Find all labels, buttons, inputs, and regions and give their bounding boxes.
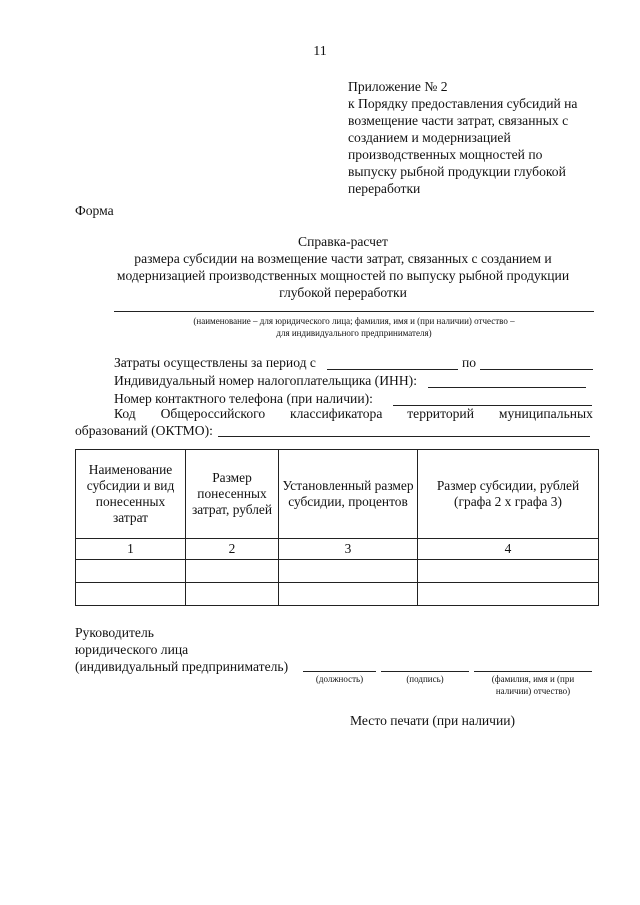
header-cell-costs: Размер понесенных затрат, рублей <box>186 450 279 539</box>
page-number: 11 <box>313 44 327 59</box>
column-number: 4 <box>418 539 599 560</box>
appendix-line: выпуску рыбной продукции глубокой <box>348 164 566 179</box>
hint-line: наличии) отчество) <box>495 686 571 696</box>
organization-name-line[interactable] <box>114 311 594 312</box>
sign-field[interactable] <box>381 671 469 672</box>
appendix-line: Приложение № 2 <box>348 79 448 94</box>
column-number: 3 <box>279 539 418 560</box>
oktmo-word: территорий <box>407 406 474 421</box>
sign-hint: (подпись) <box>406 674 444 684</box>
inn-field[interactable] <box>428 387 586 388</box>
oktmo-label-line1 <box>114 405 593 422</box>
phone-label: Номер контактного телефона (при наличии): <box>114 391 373 406</box>
hint-line: (фамилия, имя и (при <box>491 674 575 684</box>
full-name-field[interactable] <box>474 671 592 672</box>
table-cell[interactable] <box>186 560 279 583</box>
appendix-heading <box>348 78 610 197</box>
table-cell[interactable] <box>279 583 418 606</box>
appendix-line: переработки <box>348 181 421 196</box>
signature-block <box>75 624 288 675</box>
table-number-row <box>76 539 599 560</box>
oktmo-word: муниципальных <box>498 406 593 421</box>
seal-place: Место печати (при наличии) <box>350 713 516 728</box>
hint-line: для индивидуального предпринимателя) <box>276 328 432 338</box>
full-name-hint <box>470 673 596 697</box>
position-field[interactable] <box>303 671 376 672</box>
title-line: модернизацией производственных мощностей по выпуску рыбной продукции <box>116 268 570 283</box>
signature-line: Руководитель <box>75 625 154 640</box>
subsidy-table <box>75 449 599 606</box>
table-cell[interactable] <box>279 560 418 583</box>
table-cell[interactable] <box>76 583 186 606</box>
table-cell[interactable] <box>418 560 599 583</box>
period-label: Затраты осуществлены за период с <box>114 355 316 370</box>
table-cell[interactable] <box>418 583 599 606</box>
oktmo-word: Общероссийского <box>160 406 266 421</box>
table-cell[interactable] <box>76 560 186 583</box>
hint-line: (наименование – для юридического лица; фамилия, имя и (при наличии) отчество – <box>193 316 515 326</box>
document-title <box>75 233 611 301</box>
column-number: 1 <box>76 539 186 560</box>
header-cell-name: Наименование субсидии и вид понесенных затрат <box>76 450 186 539</box>
period-to-field[interactable] <box>480 369 593 370</box>
signature-line: юридического лица <box>75 642 189 657</box>
oktmo-field[interactable] <box>218 436 590 437</box>
appendix-line: производственных мощностей по <box>348 147 543 162</box>
appendix-line: к Порядку предоставления субсидий на <box>348 96 578 111</box>
table-row <box>76 560 599 583</box>
table-header-row <box>76 450 599 539</box>
column-number: 2 <box>186 539 279 560</box>
period-to-label: по <box>462 355 477 370</box>
header-cell-subsidy: Размер субсидии, рублей (графа 2 х графа 3) <box>418 450 599 539</box>
table-row <box>76 583 599 606</box>
header-cell-rate: Установленный размер субсидии, процентов <box>279 450 418 539</box>
table-cell[interactable] <box>186 583 279 606</box>
title-line: глубокой переработки <box>279 285 407 300</box>
inn-label: Индивидуальный номер налогоплательщика (ИНН): <box>114 373 417 388</box>
form-label: Форма <box>75 203 114 218</box>
oktmo-word: классификатора <box>290 406 383 421</box>
oktmo-word: Код <box>114 406 136 421</box>
appendix-line: созданием и модернизацией <box>348 130 511 145</box>
appendix-line: возмещение части затрат, связанных с <box>348 113 569 128</box>
title-line: Справка-расчет <box>298 234 388 249</box>
organization-name-hint <box>114 315 594 339</box>
oktmo-label-line2: образований (ОКТМО): <box>75 423 213 438</box>
period-from-field[interactable] <box>327 369 458 370</box>
position-hint: (должность) <box>315 674 364 684</box>
signature-line: (индивидуальный предприниматель) <box>75 659 289 674</box>
title-line: размера субсидии на возмещение части затрат, связанных с созданием и <box>134 251 552 266</box>
